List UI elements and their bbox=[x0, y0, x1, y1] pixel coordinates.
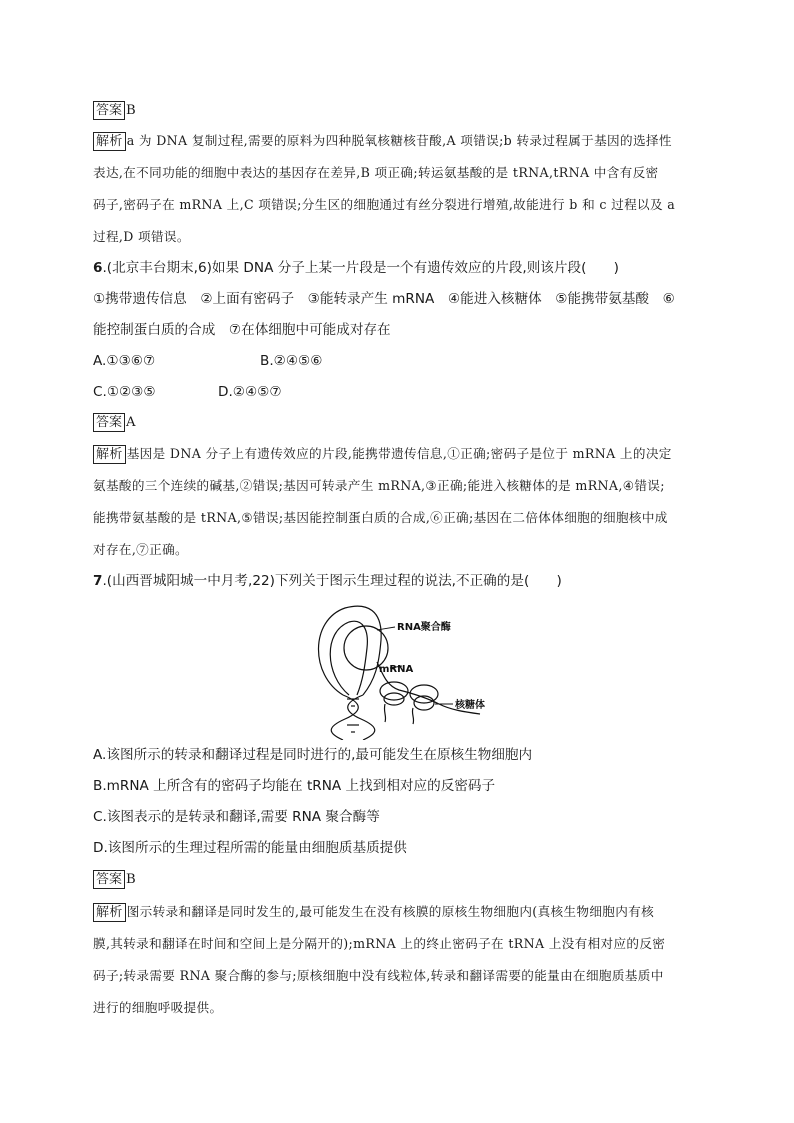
label-ribosome: 核糖体 bbox=[455, 700, 485, 711]
question-7-stem: 7.(山西晋城阳城一中月考,22)下列关于图示生理过程的说法,不正确的是( ) bbox=[93, 573, 562, 589]
explain-line: 码子;转录需要 RNA 聚合酶的参与;原核细胞中没有线粒体,转录和翻译需要的能量由在细胞质基质中 bbox=[93, 968, 664, 983]
explain-line: 能携带氨基酸的是 tRNA,⑤错误;基因能控制蛋白质的合成,⑥正确;基因在二倍体体细胞的细胞核中成 bbox=[93, 510, 668, 525]
answer-value: B bbox=[126, 103, 136, 118]
answer-tag: 答案 bbox=[93, 101, 125, 120]
dna-strand bbox=[330, 621, 367, 695]
label-rna-polymerase: RNA聚合酶 bbox=[397, 622, 451, 633]
label-mrna: mRNA bbox=[379, 664, 414, 675]
explain-line: 氨基酸的三个连续的碱基,②错误;基因可转录产生 mRNA,③正确;能进入核糖体的是 mRNA,④错误; bbox=[93, 478, 665, 493]
question-number: 6 bbox=[93, 260, 103, 276]
answer-tag: 答案 bbox=[93, 870, 125, 889]
explain-line: 膜,其转录和翻译在时间和空间上是分隔开的);mRNA 上的终止密码子在 tRNA 上没有相对应的反密 bbox=[93, 936, 666, 951]
answer-value: B bbox=[126, 872, 136, 887]
option-a[interactable]: A.①③⑥⑦ bbox=[93, 353, 156, 369]
question-6-options-row bbox=[93, 382, 704, 402]
option-c[interactable]: C.该图表示的是转录和翻译,需要 RNA 聚合酶等 bbox=[93, 809, 380, 825]
answer-tag: 答案 bbox=[93, 413, 125, 432]
explain-line: 对存在,⑦正确。 bbox=[93, 542, 188, 557]
explain-line: 解析 图示转录和翻译是同时发生的,最可能发生在没有核膜的原核生物细胞内(真核生物细胞内有核 bbox=[93, 902, 704, 922]
explain-tag: 解析 bbox=[93, 445, 126, 464]
answer-line-1 bbox=[93, 101, 704, 121]
explain-line: 进行的细胞呼吸提供。 bbox=[93, 1000, 223, 1015]
explain-line: 解析 a 为 DNA 复制过程,需要的原料为四种脱氧核糖核苷酸,A 项错误;b 转录过程属于基因的选择性 bbox=[93, 131, 704, 151]
explain-line: 码子,密码子在 mRNA 上,C 项错误;分生区的细胞通过有丝分裂进行增殖,故能进行 b 和 c 过程以及 a bbox=[93, 197, 676, 212]
option-b[interactable]: B.mRNA 上所含有的密码子均能在 tRNA 上找到相对应的反密码子 bbox=[93, 778, 496, 794]
answer-line-6 bbox=[93, 413, 704, 433]
question-number: 7 bbox=[93, 573, 103, 589]
answer-line-7 bbox=[93, 870, 704, 890]
dna-helix bbox=[331, 695, 358, 740]
question-6-items: 能控制蛋白质的合成 ⑦在体细胞中可能成对存在 bbox=[93, 322, 391, 338]
explain-line: 表达,在不同功能的细胞中表达的基因存在差异,B 项正确;转运氨基酸的是 tRNA,tRNA 中含有反密 bbox=[93, 165, 659, 180]
option-c[interactable]: C.①②③⑤ bbox=[93, 384, 156, 400]
question-6-stem: 6.(北京丰台期末,6)如果 DNA 分子上某一片段是一个有遗传效应的片段,则该片段( ) bbox=[93, 260, 619, 276]
explain-line: 过程,D 项错误。 bbox=[93, 229, 190, 244]
explain-line: 解析 基因是 DNA 分子上有遗传效应的片段,能携带遗传信息,①正确;密码子是位于 mRNA 上的决定 bbox=[93, 444, 704, 464]
answer-value: A bbox=[126, 415, 136, 430]
question-6-options-row bbox=[93, 351, 704, 371]
option-d[interactable]: D.②④⑤⑦ bbox=[218, 384, 282, 400]
explain-tag: 解析 bbox=[93, 903, 126, 922]
option-a[interactable]: A.该图所示的转录和翻译过程是同时进行的,最可能发生在原核生物细胞内 bbox=[93, 747, 533, 763]
explain-tag: 解析 bbox=[93, 132, 126, 151]
transcription-translation-diagram bbox=[305, 600, 495, 740]
option-d[interactable]: D.该图所示的生理过程所需的能量由细胞质基质提供 bbox=[93, 840, 407, 856]
question-6-items: ①携带遗传信息 ②上面有密码子 ③能转录产生 mRNA ④能进入核糖体 ⑤能携带氨基酸 ⑥ bbox=[93, 291, 675, 307]
option-b[interactable]: B.②④⑤⑥ bbox=[260, 353, 323, 369]
dna-helix bbox=[348, 695, 375, 740]
dna-strand bbox=[318, 606, 381, 695]
